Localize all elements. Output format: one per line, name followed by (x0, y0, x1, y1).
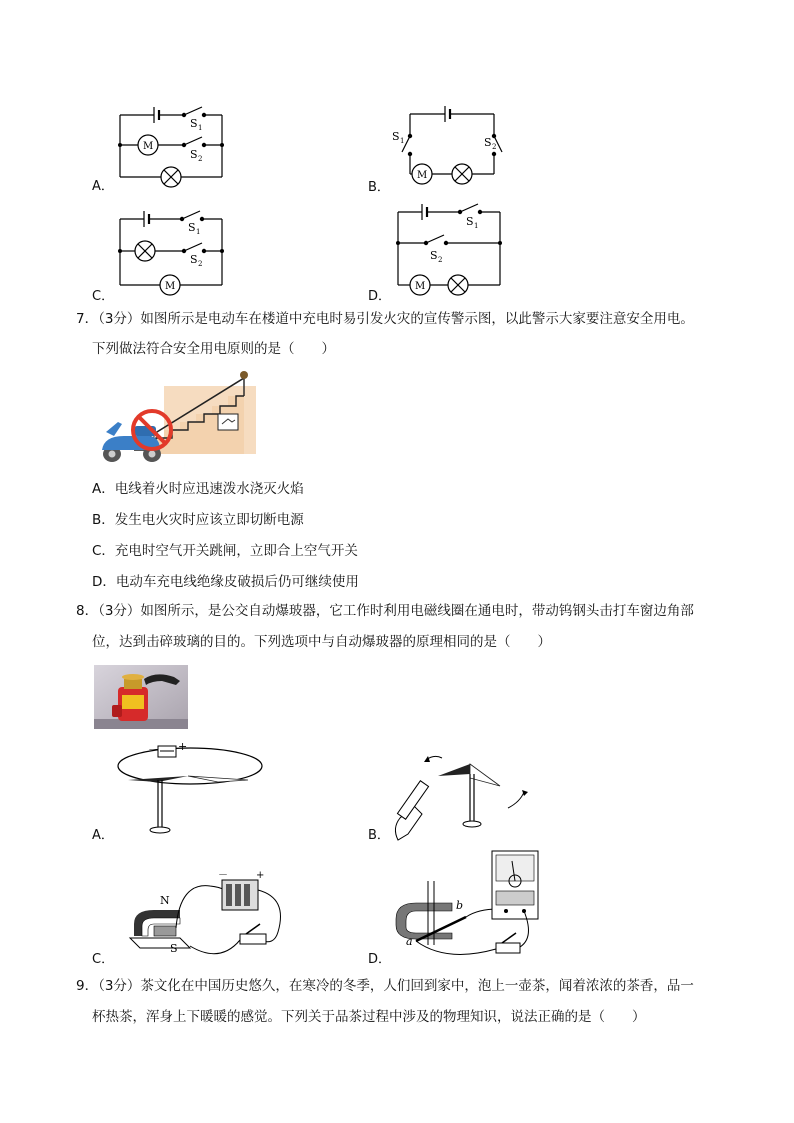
q7-option-a[interactable]: A．电线着火时应迅速泼水浇灭火焰 (92, 481, 304, 497)
motor-label: M (165, 281, 176, 292)
s2-sub: 2 (198, 260, 203, 268)
question-7-line-1: 7．（3分）如图所示是电动车在楼道中充电时易引发火灾的宣传警示图，以此警示大家要注意安全用电。 (76, 311, 694, 327)
s2-sub: 2 (438, 256, 443, 264)
s2-label: S (484, 136, 492, 149)
option-letter-b: B． (368, 180, 390, 195)
b-label: b (456, 899, 464, 912)
s2-label: S (430, 249, 438, 262)
s2-sub: 2 (492, 143, 497, 151)
question-8-line-2: 位，达到击碎玻璃的目的。下列选项中与自动爆玻器的原理相同的是（ ） (92, 634, 551, 650)
s1-label: S (392, 130, 400, 143)
battery-plus-label: + (256, 870, 265, 881)
motor-label: M (143, 141, 154, 152)
charged-rod-needle-diagram (388, 748, 548, 843)
s-pole-label: S (170, 942, 178, 955)
s1-sub: 1 (400, 137, 405, 145)
motor-label: M (417, 170, 428, 181)
q8-option-letter-d: D． (368, 952, 392, 967)
bus-glass-breaker-photo (94, 665, 188, 729)
motor-circuit-diagram (110, 868, 310, 968)
q7-option-b[interactable]: B．发生电火灾时应该立即切断电源 (92, 512, 304, 528)
circuit-option-a (90, 95, 240, 195)
question-9-line-1: 9．（3分）茶文化在中国历史悠久，在寒冷的冬季，人们回到家中，泡上一壶茶，闻着浓浓的茶香，品一 (76, 978, 694, 994)
q8-option-letter-c: C． (92, 952, 115, 967)
q8-option-a[interactable] (90, 740, 330, 843)
question-7-line-2: 下列做法符合安全用电原则的是（ ） (92, 341, 335, 357)
q8-option-d[interactable] (366, 845, 556, 967)
q7-option-c[interactable]: C．充电时空气开关跳闸，立即合上空气开关 (92, 543, 358, 559)
circuit-d-diagram (386, 200, 518, 305)
s2-label: S (190, 148, 198, 161)
question-9-line-2: 杯热茶，浑身上下暖暖的感觉。下列关于品茶过程中涉及的物理知识，说法正确的是（ ） (92, 1009, 646, 1025)
current-loop-compass-diagram (110, 740, 310, 840)
s2-sub: 2 (198, 155, 203, 163)
circuit-b-diagram (388, 100, 518, 192)
s2-label: S (190, 253, 198, 266)
circuit-option-d (366, 200, 516, 305)
s1-sub: 1 (196, 228, 201, 236)
question-8-line-1: 8．（3分）如图所示，是公交自动爆玻器，它工作时利用电磁线圈在通电时，带动钨钢头击打车窗边角部 (76, 603, 694, 619)
q8-option-b[interactable] (366, 748, 546, 843)
circuit-option-b (366, 100, 516, 195)
circuit-a-diagram (110, 95, 240, 195)
s1-sub: 1 (198, 124, 203, 132)
minus-label: － (148, 743, 159, 756)
s1-label: S (466, 215, 474, 228)
option-letter-c: C． (92, 289, 115, 304)
option-letter-d: D． (368, 289, 392, 304)
motor-label: M (415, 281, 426, 292)
s1-label: S (190, 117, 198, 130)
s1-label: S (188, 221, 196, 234)
q7-option-d[interactable]: D．电动车充电线绝缘皮破损后仍可继续使用 (92, 574, 359, 590)
q8-option-letter-a: A． (92, 828, 114, 843)
s1-sub: 1 (474, 222, 479, 230)
plus-label: + (178, 740, 188, 753)
electromagnetic-induction-diagram (386, 845, 556, 967)
a-label: a (406, 935, 413, 948)
circuit-c-diagram (110, 205, 240, 305)
option-letter-a: A． (92, 179, 114, 194)
circuit-option-c (90, 205, 240, 305)
q8-option-letter-b: B． (368, 828, 390, 843)
q8-option-c[interactable] (90, 868, 310, 968)
electric-bike-fire-warning-illustration (94, 366, 256, 464)
n-pole-label: N (160, 894, 170, 907)
battery-minus-label: － (218, 870, 228, 881)
